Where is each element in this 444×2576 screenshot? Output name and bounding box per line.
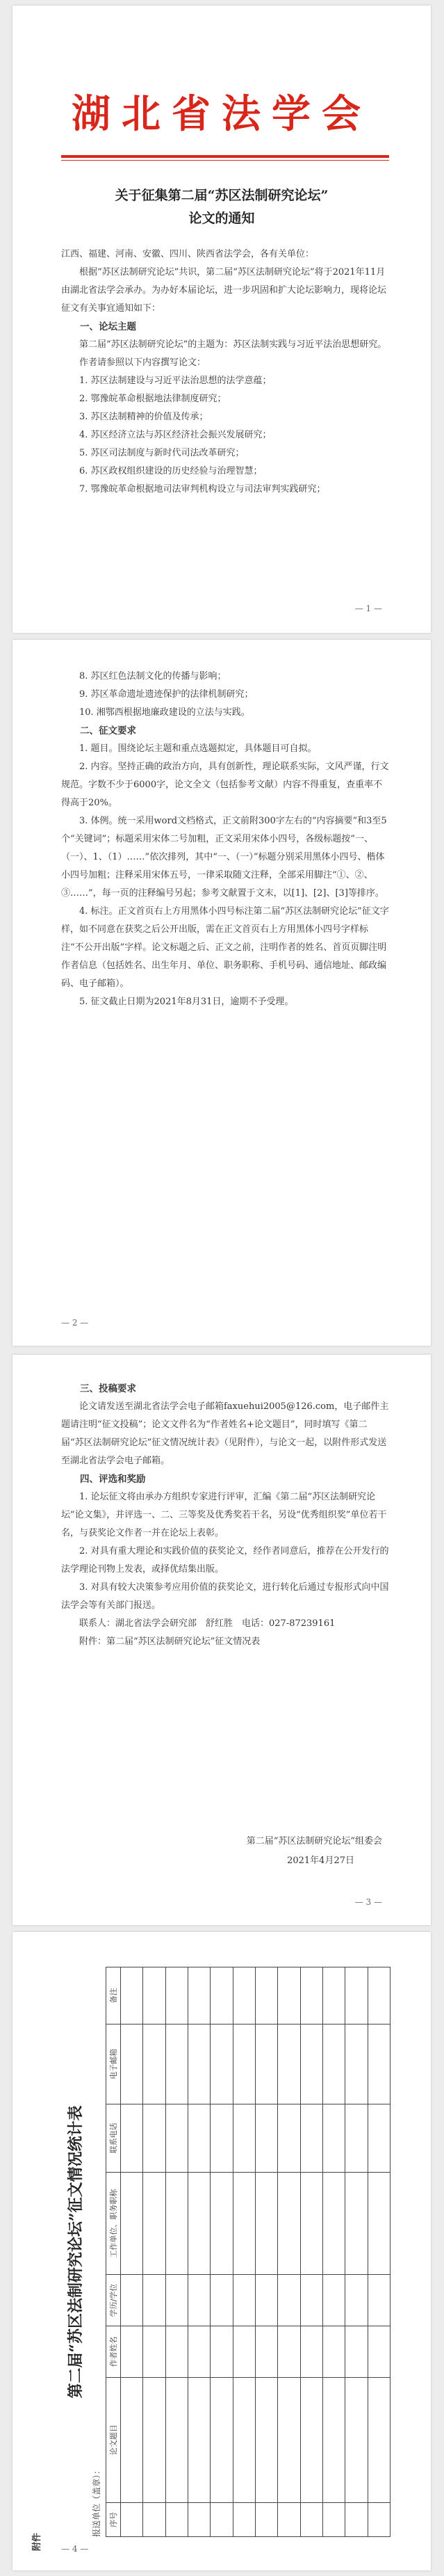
page-number: — 2 — (61, 1318, 89, 1328)
table-cell (300, 2326, 322, 2377)
table-cell (300, 2275, 322, 2326)
table-row (278, 1967, 300, 2537)
stats-table-area (106, 1967, 390, 2537)
table-cell (121, 1967, 143, 2024)
requirement-item: 5. 征文截止日期为2021年8月31日，逾期不予受理。 (79, 997, 294, 1007)
table-cell (368, 2024, 390, 2104)
table-cell (278, 2377, 300, 2502)
table-row (121, 1967, 143, 2537)
table-cell (211, 2275, 233, 2326)
table-cell (300, 2024, 322, 2104)
table-header: 工作单位、职务职称 (106, 2172, 121, 2274)
table-cell (121, 2326, 143, 2377)
table-cell (121, 2024, 143, 2104)
table-cell (255, 2377, 277, 2502)
table-cell (143, 1967, 165, 2024)
table-cell (188, 2104, 210, 2172)
table-cell (121, 2377, 143, 2502)
table-cell (165, 1967, 188, 2024)
page-number: — 4 — (61, 2544, 89, 2554)
table-cell (345, 2104, 368, 2172)
table-cell (233, 2024, 255, 2104)
table-cell (188, 1967, 210, 2024)
table-cell (255, 1967, 277, 2024)
table-cell (211, 2104, 233, 2172)
table-cell (233, 2326, 255, 2377)
table-cell (233, 2377, 255, 2502)
table-cell (211, 2502, 233, 2536)
table-cell (165, 2502, 188, 2536)
table-cell (143, 2275, 165, 2326)
table-header: 论文题目 (106, 2377, 121, 2502)
appendix-rotated (29, 1953, 404, 2551)
submission-text: 论文请发送至湖北省法学会电子邮箱faxuehui2005@126.com，电子邮件主题请注明“征文投稿”；论文文件名为“作者姓名+论文题目”，同时填写《第二届“苏区法制研究论坛”征文情况统计表》（见附件），与论文一起，以附件形式发送至湖北省法学会电子邮箱。 (61, 1401, 389, 1466)
award-item: 3. 对具有较大决策参考应用价值的获奖论文，进行转化后通过专报形式向中国法学会等有关部门报送。 (61, 1582, 389, 1611)
table-cell (188, 2172, 210, 2274)
topic-item: 9. 苏区革命遗址遗迹保护的法律机制研究； (79, 689, 254, 700)
table-cell (233, 1967, 255, 2024)
page-1-body (61, 245, 389, 499)
masthead-rule (61, 155, 389, 158)
table-row (345, 1967, 368, 2537)
topic-item: 10. 湘鄂西根据地廉政建设的立法与实践。 (79, 707, 250, 718)
intro-paragraph: 根据“苏区法制研究论坛”共识，第二届“苏区法制研究论坛”将于2021年11月由湖北省法学会承办。为办好本届论坛，进一步巩固和扩大论坛影响力，现将论坛征文有关事宜通知如下： (61, 267, 387, 314)
table-cell (211, 2326, 233, 2377)
table-cell (278, 1967, 300, 2024)
table-header: 作者姓名 (106, 2326, 121, 2377)
table-cell (121, 2104, 143, 2172)
table-cell (322, 2502, 345, 2536)
table-cell (255, 2326, 277, 2377)
page-number: — 3 — (354, 1897, 382, 1907)
table-cell (368, 2275, 390, 2326)
page-3-body (61, 1380, 389, 1651)
table-cell (300, 2502, 322, 2536)
table-cell (211, 2172, 233, 2274)
table-cell (165, 2275, 188, 2326)
topic-item: 5. 苏区司法制度与新时代司法改革研究； (79, 448, 245, 458)
section-1-heading: 一、论坛主题 (80, 321, 136, 332)
table-cell (322, 2172, 345, 2274)
table-cell (322, 2024, 345, 2104)
table-cell (322, 2275, 345, 2326)
signature-date: 2021年4月27日 (287, 1855, 354, 1866)
table-header: 学历/学位 (106, 2275, 121, 2326)
table-cell (345, 2172, 368, 2274)
table-row (188, 1967, 210, 2537)
table-cell (255, 2024, 277, 2104)
table-cell (345, 2502, 368, 2536)
table-cell (368, 1967, 390, 2024)
table-cell (121, 2502, 143, 2536)
table-cell (300, 1967, 322, 2024)
table-cell (300, 2172, 322, 2274)
table-cell (233, 2502, 255, 2536)
table-cell (322, 2377, 345, 2502)
table-cell (368, 2377, 390, 2502)
table-row (322, 1967, 345, 2537)
section-3-heading: 三、投稿要求 (80, 1383, 136, 1394)
table-row (300, 1967, 322, 2537)
page-number: — 1 — (354, 604, 382, 613)
masthead: 湖北省法学会 (72, 91, 372, 137)
table-cell (368, 2326, 390, 2377)
table-cell (345, 2326, 368, 2377)
table-cell (165, 2377, 188, 2502)
topic-item: 6. 苏区政权组织建设的历史经验与治理智慧； (79, 466, 263, 476)
table-cell (278, 2502, 300, 2536)
topic-item: 4. 苏区经济立法与苏区经济社会振兴发展研究； (79, 430, 272, 440)
section-1-text: 第二届“苏区法制研究论坛”的主题为：苏区法制实践与习近平法治思想研究。 (79, 339, 387, 350)
table-cell (278, 2326, 300, 2377)
requirement-item: 1. 题目。围绕论坛主题和重点选题拟定，具体题目可自拟。 (79, 743, 317, 754)
topic-item: 8. 苏区红色法制文化的传播与影响； (79, 671, 227, 682)
requirement-item: 4. 标注。正文首页右上方用黑体小四号标注第二届“苏区法制研究论坛”征文字样，如不同意在获奖之后公开出版，需在正文首页右上方用黑体小四号字样标注“不公开出版”字样。论文标题之后、正文之前，注明作者的姓名、首页页脚注明作者信息（包括姓名、出生年月、单位、职务职称、手机号码、通信地址、邮政编码、电子邮箱）。 (61, 906, 389, 989)
table-cell (188, 2502, 210, 2536)
table-cell (121, 2172, 143, 2274)
section-1-guide: 作者请参照以下内容撰写论文： (79, 357, 206, 368)
stats-table (106, 1967, 390, 2537)
table-cell (143, 2024, 165, 2104)
table-cell (143, 2326, 165, 2377)
table-cell (278, 2104, 300, 2172)
table-row (255, 1967, 277, 2537)
table-cell (188, 2275, 210, 2326)
table-cell (233, 2275, 255, 2326)
section-4-heading: 四、评选和奖励 (80, 1474, 146, 1485)
table-cell (143, 2104, 165, 2172)
topic-item: 7. 鄂豫皖革命根据地司法审判机构设立与司法审判实践研究； (79, 484, 326, 494)
table-cell (211, 1967, 233, 2024)
table-cell (233, 2172, 255, 2274)
table-cell (322, 2104, 345, 2172)
topic-item: 2. 鄂豫皖革命根据地法律制度研究； (79, 394, 227, 404)
table-cell (255, 2502, 277, 2536)
table-cell (345, 2377, 368, 2502)
table-cell (165, 2024, 188, 2104)
appendix-label: 附件 (32, 2532, 42, 2551)
section-2-heading: 二、征文要求 (80, 725, 136, 736)
requirement-item: 2. 内容。坚持正确的政治方向，具有创新性，理论联系实际，文风严谨，行文规范。字数不少于6000字，论文全文（包括参考文献）内容不得重复，查重率不得高于20%。 (61, 762, 389, 808)
table-header-row (106, 1967, 121, 2537)
table-cell (143, 2377, 165, 2502)
requirement-item: 3. 体例。统一采用word文档格式，正文前附300字左右的“内容摘要”和3至5个“关键词”；标题采用宋体二号加粗，正文采用宋体小四号，各级标题按“一、（一）、1、（1）……”依次排列，其中“一、（一）”标题分别采用黑体小四号、楷体小四号加粗；注释采用宋体五号，一律采取随文注释，全部采用脚注“①、②、③……”，每一页的注释编号另起；参考文献置于文末，以[1]、[2]、[3]等排序。 (61, 816, 387, 899)
doc-title-line-2: 论文的通知 (188, 211, 255, 226)
table-row (165, 1967, 188, 2537)
table-header: 电子邮箱 (106, 2024, 121, 2104)
table-cell (278, 2275, 300, 2326)
table-cell (143, 2502, 165, 2536)
masthead-rule-thin (61, 160, 389, 161)
table-header: 序号 (106, 2502, 121, 2536)
table-cell (165, 2172, 188, 2274)
salutation: 江西、福建、河南、安徽、四川、陕西省法学会，各有关单位： (61, 249, 315, 259)
table-cell (255, 2275, 277, 2326)
signature-org: 第二届“苏区法制研究论坛”组委会 (246, 1836, 382, 1846)
table-cell (165, 2104, 188, 2172)
table-row (211, 1967, 233, 2537)
table-cell (300, 2104, 322, 2172)
contact-line: 联系人：湖北省法学会研究部 舒红胜 电话：027-87239161 (79, 1618, 336, 1629)
table-cell (322, 1967, 345, 2024)
page-2-body (61, 668, 389, 1011)
table-cell (211, 2024, 233, 2104)
table-body (121, 1967, 390, 2537)
table-header: 联系电话 (106, 2104, 121, 2172)
document-page-3 (13, 1355, 431, 1925)
table-row (143, 1967, 165, 2537)
table-cell (121, 2275, 143, 2326)
table-cell (255, 2172, 277, 2274)
document-page-4 (13, 1932, 431, 2570)
table-cell (278, 2172, 300, 2274)
table-cell (188, 2024, 210, 2104)
topic-item: 3. 苏区法制精神的价值及传承； (79, 412, 208, 422)
table-cell (345, 1967, 368, 2024)
table-cell (143, 2172, 165, 2274)
table-cell (211, 2377, 233, 2502)
table-cell (188, 2377, 210, 2502)
table-row (368, 1967, 390, 2537)
document-page-1 (13, 6, 431, 633)
document-page-2 (13, 640, 431, 1346)
table-cell (368, 2172, 390, 2274)
table-cell (188, 2326, 210, 2377)
table-cell (255, 2104, 277, 2172)
table-cell (368, 2502, 390, 2536)
table-cell (233, 2104, 255, 2172)
attachment-note: 附件：第二届“苏区法制研究论坛”征文情况表 (79, 1636, 261, 1647)
table-cell (300, 2377, 322, 2502)
table-row (233, 1967, 255, 2537)
table-cell (345, 2275, 368, 2326)
table-cell (322, 2326, 345, 2377)
table-note: 报送单位（盖章）： (92, 2465, 101, 2537)
award-item: 2. 对具有重大理论和实践价值的获奖论文，经作者同意后，推荐在公开发行的法学理论刊物上发表，或择优结集出版。 (61, 1546, 389, 1575)
table-cell (368, 2104, 390, 2172)
table-cell (165, 2326, 188, 2377)
table-cell (278, 2024, 300, 2104)
table-cell (345, 2024, 368, 2104)
table-header: 备注 (106, 1967, 121, 2024)
doc-title-line-1: 关于征集第二届“苏区法制研究论坛” (115, 188, 329, 203)
topic-item: 1. 苏区法制建设与习近平法治思想的法学意蕴； (79, 376, 272, 386)
award-item: 1. 论坛征文将由承办方组织专家进行评审，汇编《第二届“苏区法制研究论坛”论文集》，并评选一、二、三等奖及优秀奖若干名，另设“优秀组织奖”单位若干名，与获奖论文作者一并在论坛上表彰。 (61, 1492, 387, 1538)
table-title: 第二届“苏区法制研究论坛”征文情况统计表 (67, 2105, 85, 2399)
